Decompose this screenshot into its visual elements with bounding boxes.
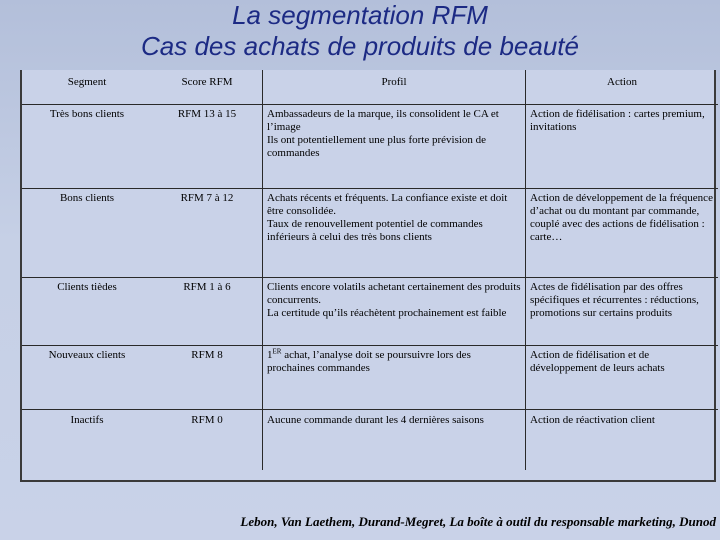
table-row <box>22 189 718 278</box>
cell-profil <box>263 105 526 189</box>
cell-score: RFM 7 à 12 <box>180 192 234 204</box>
profil-line: Clients encore volatils achetant certainement des produits concurrents. <box>267 281 521 306</box>
profil-line: La certitude qu’ils réachètent prochainement est faible <box>267 307 507 319</box>
profil-line: Taux de renouvellement potentiel de commandes inférieurs à celui des très bons clients <box>267 218 483 243</box>
profil-ordinal-suffix: ER <box>272 347 282 356</box>
cell-profil <box>263 410 526 471</box>
cell-profil <box>263 346 526 410</box>
segmentation-table <box>22 70 718 470</box>
header-profil: Profil <box>263 70 526 105</box>
cell-action: Action de développement de la fréquence d’achat ou du montant par commande, couplé avec des actions de fidélisation : carte… <box>526 189 719 278</box>
profil-line: Achats récents et fréquents. La confiance existe et doit être consolidée. <box>267 192 508 217</box>
table-row <box>22 105 718 189</box>
cell-segment: Bons clients <box>59 192 115 204</box>
cell-action: Actes de fidélisation par des offres spécifiques et récurrentes : réductions, promotions sur certains produits <box>526 278 719 346</box>
cell-score: RFM 1 à 6 <box>183 281 231 293</box>
table-header-row <box>22 70 718 105</box>
profil-text: achat, l’analyse doit se poursuivre lors des prochaines commandes <box>267 349 471 374</box>
table-row <box>22 346 718 410</box>
cell-score: RFM 13 à 15 <box>177 108 237 120</box>
title-line-2: Cas des achats de produits de beauté <box>141 31 579 61</box>
cell-score: RFM 0 <box>191 414 223 426</box>
source-citation: Lebon, Van Laethem, Durand-Megret, La boîte à outil du responsable marketing, Dunod <box>240 514 716 529</box>
cell-action: Action de fidélisation : cartes premium, invitations <box>526 105 719 189</box>
cell-segment: Inactifs <box>70 414 104 426</box>
header-score: Score RFM <box>181 76 233 88</box>
table-row <box>22 410 718 471</box>
cell-action: Action de fidélisation et de développement de leurs achats <box>526 346 719 410</box>
profil-line: Aucune commande durant les 4 dernières saisons <box>267 414 484 426</box>
header-action: Action <box>526 70 719 105</box>
header-segment: Segment <box>67 76 107 88</box>
cell-action: Action de réactivation client <box>526 410 719 471</box>
profil-line: Ils ont potentiellement une plus forte prévision de commandes <box>267 134 487 159</box>
cell-score: RFM 8 <box>191 349 223 361</box>
segmentation-table-frame <box>20 70 716 482</box>
cell-segment: Très bons clients <box>49 108 125 120</box>
table-row <box>22 278 718 346</box>
cell-profil <box>263 189 526 278</box>
cell-profil <box>263 278 526 346</box>
title-line-1: La segmentation RFM <box>232 0 488 30</box>
profil-line: Ambassadeurs de la marque, ils consolident le CA et l’image <box>267 108 499 133</box>
cell-segment: Clients tièdes <box>57 281 117 293</box>
slide-title <box>0 0 720 62</box>
cell-segment: Nouveaux clients <box>48 349 126 361</box>
profil-ordinal: 1 <box>267 349 273 361</box>
